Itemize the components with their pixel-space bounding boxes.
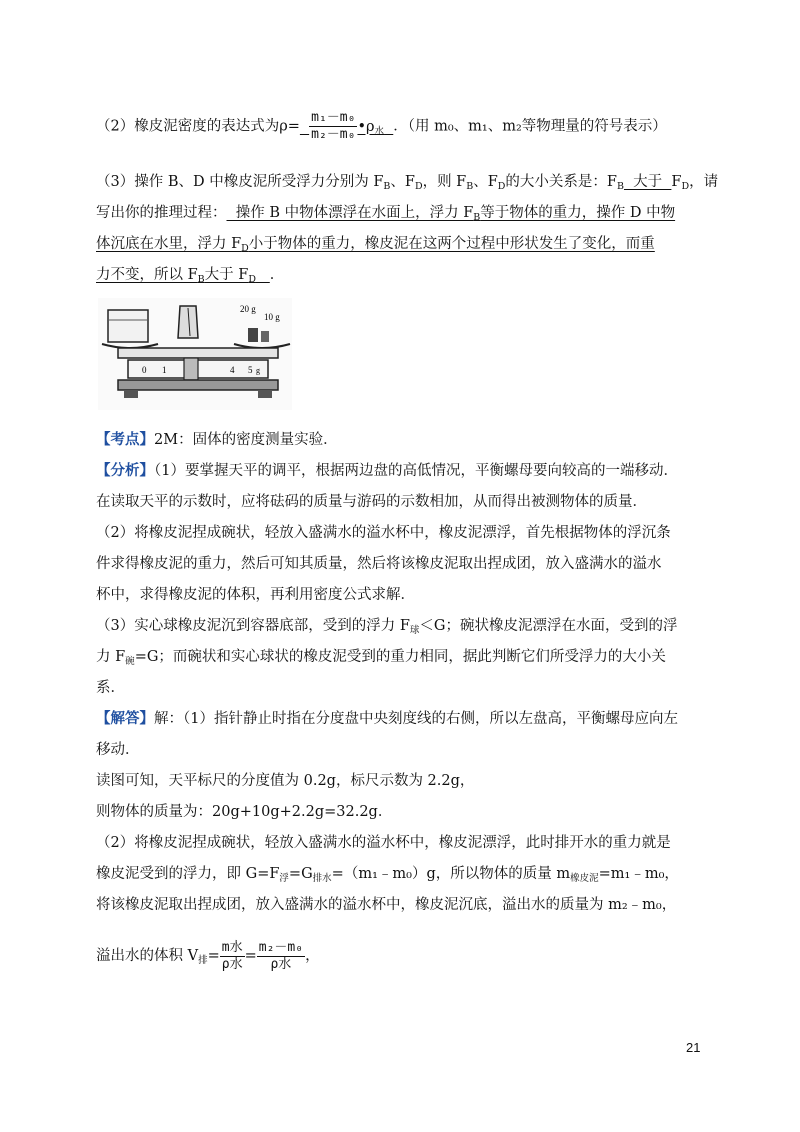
fenxi-text: ＜G；碗状橡皮泥漂浮在水面，受到的浮 xyxy=(419,618,678,634)
jieda-line-5 xyxy=(96,833,671,853)
q2-rho-sub: 水 xyxy=(374,125,385,137)
q3-text: 的大小关系是：F xyxy=(505,174,617,190)
fenxi-line-2 xyxy=(96,492,647,512)
q3-text: ． xyxy=(269,267,285,283)
q2-frac-denominator: m₂－m₀ xyxy=(311,127,356,142)
q3-sub: B xyxy=(197,274,205,285)
balance-beam xyxy=(118,348,278,358)
scale-tick-label: 4 xyxy=(230,365,235,375)
jieda-sub: 浮 xyxy=(279,873,289,884)
page-number: 21 xyxy=(686,1040,701,1055)
q3-sub: B xyxy=(616,181,624,192)
jieda-line-6 xyxy=(96,864,679,889)
jieda-sub: 排 xyxy=(198,955,208,966)
fenxi-text: （3）实心球橡皮泥沉到容器底部，受到的浮力 F xyxy=(96,618,410,634)
jieda-text: 读图可知，天平标尺的分度值为 0.2g，标尺示数为 2.2g， xyxy=(96,773,475,789)
fenxi-tag: 【分析】 xyxy=(96,462,154,479)
q3-sub: D xyxy=(248,274,256,285)
balance-base xyxy=(118,380,278,390)
jieda-text: = xyxy=(244,948,257,964)
q3-sub: D xyxy=(414,181,423,192)
fraction-denominator: ρ水 xyxy=(270,956,292,972)
q3-text: F xyxy=(671,174,682,190)
q2-rho: •ρ xyxy=(357,118,375,135)
q3-line-3 xyxy=(96,234,655,259)
q3-text: ，请 xyxy=(689,174,719,190)
kaodian-tag: 【考点】 xyxy=(96,431,154,448)
q2-tail: ．（用 m₀、m₁、m₂等物理量的符号表示） xyxy=(393,118,667,135)
jieda-sub: 排水 xyxy=(312,873,332,884)
q3-reasoning-text: 等于物体的重力，操作 D 中物 xyxy=(480,205,676,221)
weight-20g xyxy=(248,328,258,342)
jieda-line-2 xyxy=(96,740,140,760)
volume-fraction-1 xyxy=(220,940,245,973)
rider-slider xyxy=(184,358,198,380)
jieda-text: =（m₁﹣m₀）g，所以物体的质量 m xyxy=(331,866,571,882)
jieda-text: =G xyxy=(288,866,313,882)
fenxi-sub: 球 xyxy=(409,625,420,636)
jieda-text: （2）将橡皮泥捏成碗状，轻放入盛满水的溢水杯中，橡皮泥漂浮，此时排开水的重力就是 xyxy=(96,835,671,851)
balance-figure xyxy=(98,298,292,410)
q3-reasoning-text: 大于 F xyxy=(204,267,249,283)
jieda-tag: 【解答】 xyxy=(96,710,154,727)
fenxi-text: 杯中，求得橡皮泥的体积，再利用密度公式求解． xyxy=(96,587,415,603)
fenxi-line-5 xyxy=(96,585,415,605)
jieda-text: 将该橡皮泥取出捏成团，放入盛满水的溢水杯中，橡皮泥沉底，溢出水的质量为 m₂﹣m₀， xyxy=(96,897,677,913)
jieda-text: 溢出水的体积 V xyxy=(96,948,199,964)
fenxi-line-1 xyxy=(96,461,678,481)
jieda-text: 则物体的质量为：20g+10g+2.2g=32.2g． xyxy=(96,804,393,820)
fraction-numerator: m水 xyxy=(221,939,243,955)
q3-reasoning-text: 力不变，所以 F xyxy=(96,267,198,283)
fenxi-line-8 xyxy=(96,678,125,698)
jieda-line-7 xyxy=(96,895,676,915)
q3-sub: D xyxy=(681,181,690,192)
fenxi-text: 件求得橡皮泥的重力，然后可知其质量，然后将该橡皮泥取出捏成团，放入盛满水的溢水 xyxy=(96,556,662,572)
q3-reasoning-text: 小于物体的重力，橡皮泥在这两个过程中形状发生了变化，而重 xyxy=(248,236,655,252)
q3-text: ，则 F xyxy=(422,174,467,190)
fenxi-text: 系． xyxy=(96,680,125,696)
jieda-sub: 橡皮泥 xyxy=(570,873,599,884)
volume-fraction-2 xyxy=(257,940,305,973)
q3-text: 、F xyxy=(473,174,498,190)
fenxi-line-6 xyxy=(96,616,678,641)
q2-line xyxy=(96,110,667,145)
q2-prefix: （2）橡皮泥密度的表达式为ρ= xyxy=(96,118,300,135)
q3-text: 写出你的推理过程： xyxy=(96,205,227,221)
left-foot xyxy=(124,390,138,398)
fenxi-text: 力 F xyxy=(96,649,126,665)
q3-reasoning-text: 操作 B 中物体漂浮在水面上，浮力 F xyxy=(226,205,474,221)
scale-tick-label: 1 xyxy=(162,365,167,375)
jieda-line-4 xyxy=(96,802,392,822)
fenxi-sub: 碗 xyxy=(125,656,135,667)
jieda-text: 橡皮泥受到的浮力，即 G=F xyxy=(96,866,280,882)
jieda-text: 移动． xyxy=(96,742,140,758)
weight-10g xyxy=(261,331,269,342)
jieda-text: 解：（1）指针静止时指在分度盘中央刻度线的右侧，所以左盘高，平衡螺母应向左 xyxy=(154,711,678,727)
fenxi-text: （1）要掌握天平的调平，根据两边盘的高低情况，平衡螺母要向较高的一端移动． xyxy=(154,463,678,479)
scale-unit-label: g xyxy=(256,366,260,375)
q2-answer xyxy=(300,110,393,142)
q3-answer-blank: 大于 xyxy=(623,174,672,190)
q3-reasoning-text: 体沉底在水里，浮力 F xyxy=(96,236,242,252)
q3-sub: B xyxy=(383,181,391,192)
fraction-denominator: ρ水 xyxy=(221,956,243,972)
q3-reasoning xyxy=(227,205,676,221)
q2-frac-numerator: m₁－m₀ xyxy=(311,110,356,125)
q3-sub: B xyxy=(473,212,481,223)
fenxi-text: 在读取天平的示数时，应将砝码的质量与游码的示数相加，从而得出被测物体的质量． xyxy=(96,494,647,510)
kaodian-line xyxy=(96,430,338,450)
q3-line-4 xyxy=(96,265,284,290)
jieda-text: =m₁﹣m₀， xyxy=(598,866,679,882)
q3-sub: D xyxy=(497,181,506,192)
scale-tick-label: 0 xyxy=(142,365,147,375)
balance-scale-illustration xyxy=(98,298,292,410)
q3-text: 、F xyxy=(390,174,415,190)
right-foot xyxy=(258,390,272,398)
q3-reasoning xyxy=(96,236,655,252)
q3-text: （3）操作 B、D 中橡皮泥所受浮力分别为 F xyxy=(96,174,384,190)
beaker xyxy=(108,310,148,342)
scale-tick-label: 5 xyxy=(248,365,253,375)
jieda-line-1 xyxy=(96,709,678,729)
kaodian-text: 2M：固体的密度测量实验． xyxy=(154,432,338,448)
q2-fraction xyxy=(309,110,357,143)
q3-line-2 xyxy=(96,203,675,228)
q3-sub: B xyxy=(466,181,474,192)
jieda-text: ， xyxy=(305,948,320,964)
jieda-line-8 xyxy=(96,938,320,979)
q3-reasoning xyxy=(96,267,270,283)
q3-line-1 xyxy=(96,172,718,197)
weight-20g-label: 20 g xyxy=(240,304,256,314)
fenxi-line-7 xyxy=(96,647,666,672)
fenxi-line-3 xyxy=(96,523,671,543)
fraction-numerator: m₂－m₀ xyxy=(258,939,304,955)
fenxi-text: =G；而碗状和实心球状的橡皮泥受到的重力相同，据此判断它们所受浮力的大小关 xyxy=(134,649,666,665)
fenxi-text: （2）将橡皮泥捏成碗状，轻放入盛满水的溢水杯中，橡皮泥漂浮，首先根据物体的浮沉条 xyxy=(96,525,671,541)
fenxi-line-4 xyxy=(96,554,662,574)
jieda-text: = xyxy=(207,948,220,964)
jieda-line-3 xyxy=(96,771,474,791)
weight-10g-label: 10 g xyxy=(264,312,280,322)
q3-sub: D xyxy=(241,243,249,254)
